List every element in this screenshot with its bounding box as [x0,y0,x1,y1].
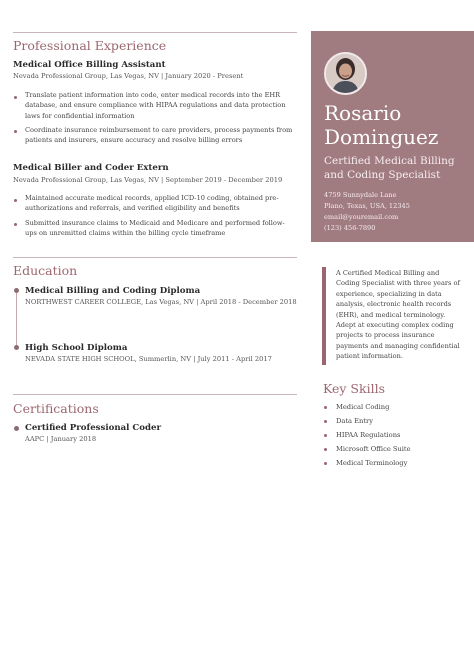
skill-item: HIPAA Regulations [336,431,401,439]
job-bullet: Coordinate insurance reimbursement to care providers, process payments from patients and insurers, ensure accuracy and resolve billing errors [25,126,293,145]
job-meta: Nevada Professional Group, Las Vegas, NV | January 2020 - Present [13,72,244,80]
contact-email[interactable]: email@youremail.com [324,213,399,221]
skill-item: Medical Terminology [336,459,408,467]
bullet-dot [14,223,17,226]
bullet-dot [14,199,17,202]
job-title: Medical Office Billing Assistant [13,60,166,70]
bullet-dot [14,96,17,99]
certifications-top-rule [13,394,297,395]
skills-heading: Key Skills [323,381,385,396]
skill-dot [324,448,327,451]
job-bullet: Maintained accurate medical records, applied ICD-10 coding, obtained pre-authorizations and referrals, and verified eligibility and benefits [25,194,279,213]
certifications-heading: Certifications [13,401,99,416]
skill-dot [324,462,327,465]
experience-top-rule [13,32,297,33]
job-title: Medical Biller and Coder Extern [13,163,169,173]
education-title: Medical Billing and Coding Diploma [25,286,201,296]
job-bullet: Translate patient information into code, enter medical records into the EHR database, and ensure compliance with HIPAA regulations and data protection laws for confidential information [25,91,286,120]
contact-city: Plano, Texas, USA, 12345 [324,202,410,210]
timeline-dot [14,288,19,293]
job-meta: Nevada Professional Group, Las Vegas, NV | September 2019 - December 2019 [13,176,283,184]
profile-photo [324,52,367,95]
job-bullet: Submitted insurance claims to Medicaid and Medicare and performed follow-ups on unremitted claims within the billing cycle timeframe [25,219,285,238]
skill-dot [324,420,327,423]
education-meta: NEVADA STATE HIGH SCHOOL, Summerlin, NV | July 2011 - April 2017 [25,355,272,363]
bullet-dot [14,130,17,133]
education-top-rule [13,257,297,258]
skill-item: Medical Coding [336,403,390,411]
person-icon [326,54,365,93]
timeline-dot [14,345,19,350]
timeline-dot [14,426,19,431]
education-heading: Education [13,263,78,278]
experience-heading: Professional Experience [13,38,167,53]
certification-title: Certified Professional Coder [25,423,161,433]
education-title: High School Diploma [25,343,128,353]
contact-phone: (123) 456-7890 [324,224,376,232]
education-meta: NORTHWEST CAREER COLLEGE, Las Vegas, NV | April 2018 - December 2018 [25,298,297,306]
certification-meta: AAPC | January 2018 [25,435,97,443]
skill-dot [324,434,327,437]
skill-item: Microsoft Office Suite [336,445,411,453]
profile-name: Rosario Dominguez [324,101,439,149]
profile-summary: A Certified Medical Billing and Coding Specialist with three years of experience, specializing in data analysis, electronic health records (EHR), and medical terminology. Adept at executing complex coding projects to process insurance payments and managing confidential patient information. [336,269,460,361]
education-timeline-line [16,292,17,348]
summary-accent-bar [322,267,326,365]
skill-dot [324,406,327,409]
skill-item: Data Entry [336,417,374,425]
profile-role: Certified Medical Billing and Coding Specialist [324,155,455,181]
contact-address: 4759 Sunnydale Lane [324,191,397,199]
